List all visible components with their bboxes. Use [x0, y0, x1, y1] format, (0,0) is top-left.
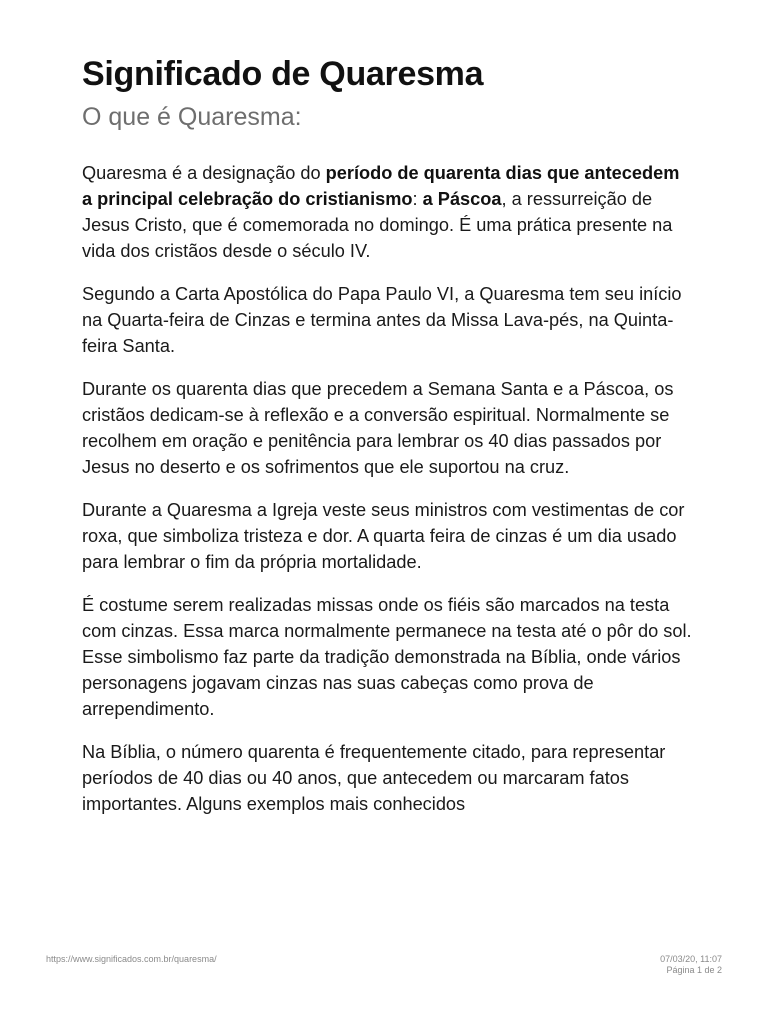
paragraph-6: Na Bíblia, o número quarenta é frequentemente citado, para representar períodos de 40 dias ou 40 anos, que antecedem ou marcaram fatos importantes. Alguns exemplos mais conhecidos	[82, 742, 666, 814]
paragraph-3: Durante os quarenta dias que precedem a Semana Santa e a Páscoa, os cristãos dedicam-se à reflexão e a conversão espiritual. Normalmente se recolhem em oração e penitência para lembrar os 40 dias passados por Jesus no deserto e os sofrimentos que ele suportou na cruz.	[82, 379, 674, 477]
paragraph-5: É costume serem realizadas missas onde os fiéis são marcados na testa com cinzas. Essa marca normalmente permanece na testa até o pôr do sol. Esse simbolismo faz parte da tradição demonstrada na Bíblia, onde vários personagens jogavam cinzas nas suas cabeças como prova de arrependimento.	[82, 595, 692, 719]
paragraph-1-text-c: , a ressurreição de Jesus Cristo, que é comemorada no domingo. É uma prática presente na vida dos cristãos desde o século IV.	[82, 189, 673, 261]
footer-datetime: 07/03/20, 11:07	[660, 954, 722, 964]
footer-url[interactable]: https://www.significados.com.br/quaresma/	[46, 954, 217, 964]
paragraph-1-text-b: :	[412, 189, 423, 209]
page-title: Significado de Quaresma	[82, 55, 484, 93]
page-subtitle: O que é Quaresma:	[82, 103, 302, 131]
paragraph-1-bold-b: a Páscoa	[422, 189, 502, 209]
paragraph-2: Segundo a Carta Apostólica do Papa Paulo VI, a Quaresma tem seu início na Quarta-feira de Cinzas e termina antes da Missa Lava-pés, na Quinta-feira Santa.	[82, 284, 682, 356]
footer-page-number: Página 1 de 2	[666, 965, 722, 975]
paragraph-1	[82, 160, 692, 264]
article	[82, 52, 692, 834]
article-body	[82, 160, 692, 817]
footer-meta	[660, 954, 722, 976]
paragraph-4: Durante a Quaresma a Igreja veste seus ministros com vestimentas de cor roxa, que simboliza tristeza e dor. A quarta feira de cinzas é um dia usado para lembrar o fim da própria mortalidade.	[82, 500, 685, 572]
paragraph-1-bold-a: período de quarenta dias que antecedem a principal celebração do cristianismo	[82, 163, 680, 209]
paragraph-1-text-a: Quaresma é a designação do	[82, 163, 326, 183]
